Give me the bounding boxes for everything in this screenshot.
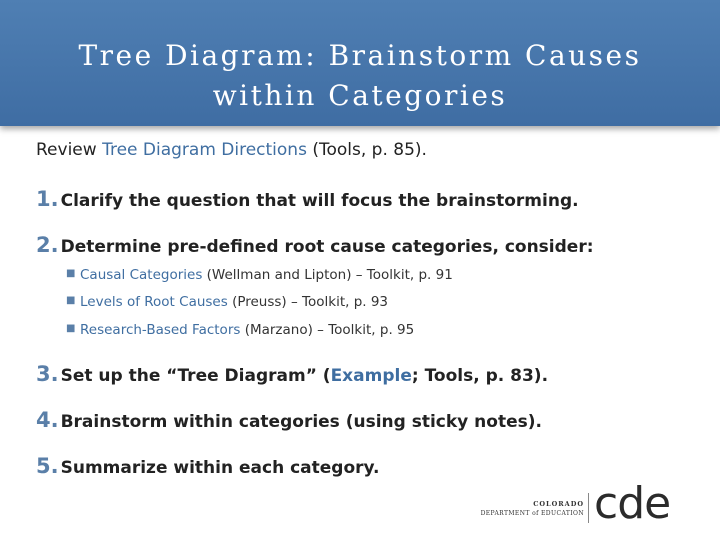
- square-bullet-icon: ■: [66, 295, 76, 306]
- logo-colorado-text: COLORADO: [533, 500, 584, 508]
- slide-title: [0, 36, 720, 116]
- step-4-text: Brainstorm within categories (using sticky notes).: [60, 412, 542, 432]
- subitem-1-text: (Wellman and Lipton) – Toolkit, p. 91: [202, 267, 453, 283]
- step-1-number: 1.: [36, 187, 59, 211]
- causal-categories-link[interactable]: Causal Categories: [80, 267, 203, 283]
- slide-title-line-1: Tree Diagram: Brainstorm Causes: [78, 39, 642, 72]
- step-4: [36, 408, 542, 432]
- step-2-text: Determine pre-defined root cause categories, consider:: [60, 237, 594, 257]
- levels-of-root-causes-link[interactable]: Levels of Root Causes: [80, 294, 228, 310]
- cde-logo: [480, 478, 700, 529]
- logo-cde-mark: cde: [594, 478, 671, 529]
- step-1: [36, 187, 579, 211]
- step-1-text: Clarify the question that will focus the brainstorming.: [60, 191, 579, 211]
- square-bullet-icon: ■: [66, 268, 76, 279]
- logo-department-text: DEPARTMENT of EDUCATION: [480, 510, 584, 517]
- step-5-text: Summarize within each category.: [60, 458, 380, 478]
- step-3: [36, 362, 548, 386]
- step-5-number: 5.: [36, 454, 59, 478]
- intro-line: [36, 140, 427, 160]
- step-3-number: 3.: [36, 362, 59, 386]
- subitem-3-text: (Marzano) – Toolkit, p. 95: [240, 322, 415, 338]
- step-5: [36, 454, 380, 478]
- subitem-causal-categories: [66, 267, 453, 283]
- step-3-prefix: Set up the “Tree Diagram” (: [60, 366, 331, 386]
- step-3-suffix: ; Tools, p. 83).: [411, 366, 549, 386]
- step-4-number: 4.: [36, 408, 59, 432]
- logo-divider: [588, 493, 589, 523]
- subitem-2-text: (Preuss) – Toolkit, p. 93: [227, 294, 389, 310]
- step-2: [36, 233, 594, 257]
- tree-diagram-directions-link[interactable]: Tree Diagram Directions: [102, 140, 307, 160]
- research-based-factors-link[interactable]: Research-Based Factors: [80, 322, 241, 338]
- intro-suffix: (Tools, p. 85).: [306, 140, 427, 160]
- example-link[interactable]: Example: [330, 366, 412, 386]
- intro-prefix: Review: [36, 140, 103, 160]
- slide-title-line-2: within Categories: [212, 79, 508, 112]
- subitem-research-based-factors: [66, 322, 415, 338]
- title-banner: [0, 0, 720, 126]
- step-2-number: 2.: [36, 233, 59, 257]
- square-bullet-icon: ■: [66, 323, 76, 334]
- subitem-levels-of-root-causes: [66, 294, 389, 310]
